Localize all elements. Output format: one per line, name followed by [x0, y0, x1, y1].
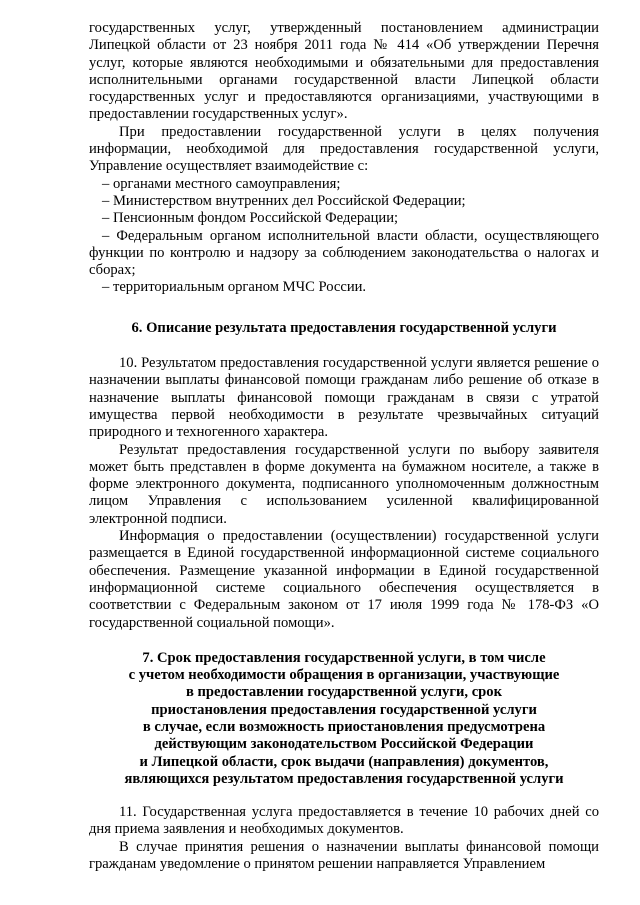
paragraph-10: 10. Результатом предоставления государственной услуги является решение о назначении выплаты финансовой помощи гражданам либо решение об отказе в назначение выплаты финансовой помощи гражданам в связи с утратой имущества первой необходимости в результате чрезвычайных ситуаций природного и техногенного характера. — [89, 355, 599, 441]
paragraph-10-information: Информация о предоставлении (осуществлении) государственной услуги размещается в Единой государственной информационной системе социального обеспечения. Размещение указанной информации в Единой государственной информационной системе социального обеспечения осуществляется в соответствии с Федеральным законом от 17 июля 1999 года № 178-ФЗ «О государственной социальной помощи». — [89, 528, 599, 631]
list-item: – территориальным органом МЧС России. — [102, 279, 367, 296]
section-heading-6: 6. Описание результата предоставления государственной услуги — [131, 319, 557, 336]
heading-line: в предоставлении государственной услуги, срок — [185, 684, 502, 701]
document-body — [89, 20, 599, 873]
paragraph-11-notification: В случае принятия решения о назначении выплаты финансовой помощи гражданам уведомление о принятом решении направляется Управлением — [89, 838, 599, 873]
paragraph-interaction: При предоставлении государственной услуги в целях получения информации, необходимой для предоставления государственной услуги, Управление осуществляет взаимодействие с: — [89, 123, 599, 175]
list-item: – Пенсионным фондом Российской Федерации; — [102, 210, 399, 227]
list-item: – Федеральным органом исполнительной власти области, осуществляющего функции по контролю и надзору за соблюдением законодательства о налогах и сборах; — [89, 227, 599, 279]
paragraph-11: 11. Государственная услуга предоставляется в течение 10 рабочих дней со дня приема заявления и необходимых документов. — [89, 804, 599, 838]
heading-line: в случае, если возможность приостановления предусмотрена — [142, 718, 546, 735]
heading-line: действующим законодательством Российской Федерации — [154, 736, 534, 753]
paragraph-10-result-form: Результат предоставления государственной услуги по выбору заявителя может быть представлен в форме документа на бумажном носителе, а также в форме электронного документа, подписанного уполномоченным должностным лицом Управления с использованием усиленной квалифицированной электронной подписи. — [89, 441, 599, 527]
heading-line: с учетом необходимости обращения в организации, участвующие — [128, 667, 560, 684]
heading-line: являющихся результатом предоставления государственной услуги — [124, 770, 564, 787]
heading-line: 7. Срок предоставления государственной услуги, в том числе — [142, 649, 546, 666]
list-item: – Министерством внутренних дел Российской Федерации; — [102, 192, 466, 209]
heading-line: и Липецкой области, срок выдачи (направления) документов, — [139, 753, 549, 770]
section-heading-7 — [89, 650, 599, 788]
paragraph-services-list: государственных услуг, утвержденный постановлением администрации Липецкой области от 23 ноября 2011 года № 414 «Об утверждении Перечня услуг, которые являются необходимыми и обязательными для предоставления исполнительными органами государственной власти Липецкой области государственных услуг и предоставляются организациями, участвующими в предоставлении государственных услуг». — [89, 20, 599, 123]
heading-line: приостановления предоставления государственной услуги — [151, 701, 537, 718]
list-item: – органами местного самоуправления; — [102, 175, 341, 192]
